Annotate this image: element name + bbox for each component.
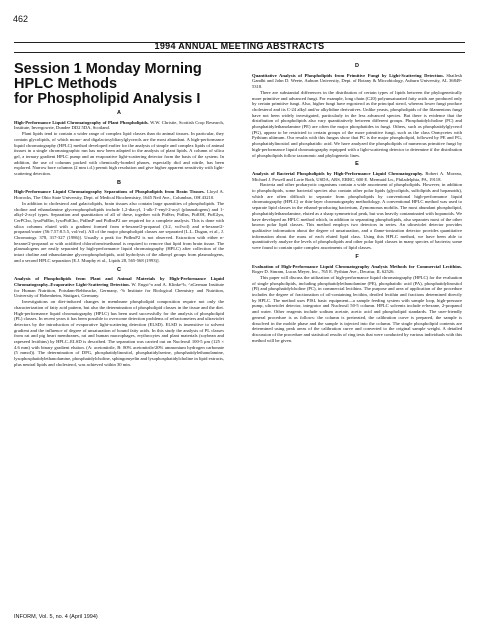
abstract-d — [252, 64, 462, 158]
abstract-title: High-Performance Liquid Chromatography of Plant Phospholipids. — [14, 119, 149, 125]
abstract-body: There are substantial differences in the distribution of certain types of lipids between the phylogenetically more primitive and advanced fungi. For example, long chain (C20) polyunsaturated fatty acids are produced only by certain primitive fungi. Also, higher fungi have ergosterol as the principal sterol, whereas lower fungi produce cholesterol and its C-24 alkyl and/or alkylidine derivatives. Unlike yeasts, phospholipids of the filamentous fungi have not been widely investigated, particularly in the less advanced species. But there is evidence that the distribution of phospholipids also vary quantitatively between different groups. Phosphatidylcholine (PC) and phosphatidylethanolamine (PE) are often the major phosphatides in fungi. Others, such as phosphatidylglycerol (PG), appear to be restricted to certain groups of the more primitive fungi, such as the class Oomycetes with Pythium ultimum. Our results with this fungus show that PC is the major phospholipid, followed by PE and PG, phosphatidylinositol and phosphatidic acid. We have analyzed the phospholipids of numerous primitive fungi by high-performance liquid chromatography equipped with a light-scattering detector to determine if the distribution of phospholipids follow taxonomic and phylogenetic lines. — [252, 89, 462, 158]
abstract-letter: A — [117, 110, 121, 116]
header-rule-bottom — [14, 52, 465, 53]
abstract-authors: Roger D. Sinram, Lucas Meyer, Inc., 765 E. Pythian Ave., Decatur, IL 62526. — [252, 269, 395, 275]
abstract-authors: Shailesh Gandhi and John D. Weete, Auburn University, Dept. of Botany & Microbiology, Auburn University, AL 36849-5318. — [252, 72, 462, 90]
meeting-header: 1994 ANNUAL MEETING ABSTRACTS — [154, 41, 325, 51]
journal-footer: INFORM, Vol. 5, no. 4 (April 1994) — [14, 614, 98, 620]
session-title-line-2: HPLC Methods — [14, 76, 118, 92]
abstract-letter: C — [117, 266, 121, 273]
abstract-authors: Lloyd A. Horrocks, The Ohio State University, Dept. of Medical Biochemistry, 1645 Neil Ave., Columbus, OH 43210. — [14, 189, 224, 201]
abstract-title: High-Performance Liquid Chromatography Separations of Phospholipids from Brain Tissues. — [14, 189, 205, 195]
session-title-line-3: for Phospholipid Analysis I — [14, 91, 201, 107]
abstract-title: Evaluation of High-Performance Liquid Chromatography Analysis Methods for Commercial Lecithins. — [252, 263, 462, 269]
left-column — [14, 60, 224, 368]
right-column — [252, 60, 462, 343]
abstract-e — [252, 162, 462, 251]
abstract-title: Quantitative Analysis of Phospholipids from Primitive Fungi by Light-Scattering Detection. — [252, 72, 444, 78]
session-title-line-1: Session 1 Monday Morning — [14, 61, 202, 77]
abstract-authors: W. Engst^a and A. Klinke^b, ^aGerman Institute for Human Nutrition, Potsdam-Rehbrucke, Germany, ^b Institute for Biological Chemistry and Nutrition, University of Hohenheim, Stuttgart, Germany. — [14, 281, 224, 299]
abstract-body: This paper will discuss the utilization of high-performance liquid chromatography (HPLC) for the evaluation of single phospholipids, including phosphatidylethanolamine (PE), phosphatidic acid (PA), phosphatidylinositol (PI) and phosphatidylcholine (PC), in commercial lecithins. The purpose and area of application of the procedure includes the degree of fractionation of oil-containing lecithin, deoiled lecithin and fractions determined directly by HPLC. The method uses PISL basic equipment—a sample feeding system with sample loop, high-pressure pump, ultraviolet detector, integrator and Nucleosil 50-5 column. HPLC solvents include n-hexane, 2-propanol and water. Other reagents include sodium acetate, acetic acid and phospholipid standards. The user-friendly general procedure is as follows: the column is pretreated, the calibration curve is prepared, the sample is dissolved in the mobile phase and the sample is injected into the column. The single phospholipid contents are determined using peak areas of the calibration curve and converted to the original sample weight. A detailed discussion of the procedure and statistical results of ring tests that were conducted by various individuals with this method will be given. — [252, 274, 462, 343]
abstract-letter: D — [355, 63, 359, 69]
abstract-letter: B — [117, 179, 121, 186]
abstract-authors: W.W. Christie, Scottish Crop Research, Institute, Invergowrie, Dundee DD2 5DA, Scotland. — [14, 119, 224, 131]
abstract-authors: Robert A. Moreau, Michael J. Powell and Lorie Roth, USDA, ARS, ERRC, 600 E. Mermaid Ln., Philadelphia, PA, 19118. — [252, 170, 462, 182]
page-number: 462 — [13, 14, 29, 24]
abstract-title: Analysis of Bacterial Phospholipids by High-Performance Liquid Chromatography. — [252, 170, 424, 176]
abstract-body: Bacteria and other prokaryotic organisms contain a wide assortment of phospholipids. However, in addition to phospholipids, some bacterial species also contain other polar lipids (glycolipids, sulfolipids and hopanoids), which are often difficult to separate from phospholipids by conventional high-performance liquid chromatography (HPLC) or thin-layer chromatography methodology. A conventional HPLC method was used to separate lipid classes in the ethanol-producing bacterium, Zymomonas mobilis. The most abundant phospholipid, phosphatidylethanolamine, eluted as a sharp symmetrical peak, but was heavily contaminated with hopanoids. We have developed an HPLC method which, in addition to separating phospholipids, also separates most of the other known polar lipid classes. This method employs two detectors in series. An ultraviolet detector provides qualitative information about the degree of unsaturation, and a flame-ionization detector provides quantitative information about the mass of each eluted lipid class. Using this HPLC method, we have been able to quantitatively analyze the levels of phospholipids and other polar lipid classes in many species of bacteria; some were found to contain quite complex assortments of lipid classes. — [252, 182, 462, 251]
abstract-a — [14, 111, 224, 177]
abstract-body: In addition to cholesterol and galactolipids, brain tissues also contain large quantities of phospholipids. The choline and ethanolamine glycerophospholipids include 1,2-diacyl, 1-alk-1'-enyl-2-acyl (plasmalogens) and 1-alkyl-2-acyl types. Separation and quantitation of all of these, together with PtdSer, PtdIns, PtdOH, PtdGlyn, CerPCho, lysoPtdEtn, lysoPtdCho, PtdInsP and PtdInsP2 are required for a complete analysis. This is done with silica columns eluted with a gradient formed from n-hexane/2-propanol (3:2, vol/vol) and n-hexane/2-propanol/water (56:7.57:8.5.5, vol/vol). All of the major phospholipid classes are separated [L.L. Dugan, et al., J. Chromatogr. 378, 317-327 (1986)]. Usually a peak for PtdInsP2 is not observed. Extraction with either n-hexane/2-propanol or with acidified chloroform/methanol is required to remove that lipid from brain tissue. The plasmalogens are easily separated by high-performance liquid chromatography (HPLC) after collection of the intact choline and ethanolamine glycerophospholipids, acid hydrolysis of the alkenyl groups from plasmalogens, and a second HPLC separation [E.J. Murphy et al., Lipids 28, 565-568 (1993)]. — [14, 200, 224, 263]
abstract-body: Investigations on diet-induced changes in membrane phospholipid composition require not only the characterization of fatty acid pattern, but also the determination of phospholipid classes in the tissue and the diet. High-performance liquid chromatography (HPLC) has been used successfully for the analysis of phospholipid (PL) classes. In recent years it has been possible to overcome detection problems of refractometers and ultraviolet detectors by the introduction of evaporative light-scattering detection (ELSD). ELSD is insensitive to solvent gradient and the influence of degree of unsaturation of bound fatty acids. In this study the analysis of PL classes from rat and pig heart membranes, rat and human macrophages, erythrocytes and plant materials (soybean and rapeseed lecithins) by HPLC–ELSD is described. The separation was carried out on Nucleosil 100-5 μm (125 × 4.6 mm) with binary gradient elution. (A: acetonitrile, B: 80% acetonitrile/20% ammonium hydrogen carbonate (5 mmol)). The determination of DPG, phosphatidylinositol, phosphatidylserine, phosphatidylethanolamine, lysophosphatidylethanolamine, phosphatidylcholine, sphingomyelin and lysophosphatidylcholine in lipid extracts, plus neutral lipids and cholesterol, was achieved within 30 min. — [14, 299, 225, 367]
abstract-title: Analysis of Phospholipids from Plant and Animal Materials by High-Performance Liquid Chromatography–Evaporative Light-Scattering Detection. — [14, 276, 224, 287]
abstract-b — [14, 181, 224, 264]
abstract-letter: E — [355, 161, 359, 168]
abstract-c — [14, 268, 224, 368]
abstract-f — [252, 255, 462, 344]
session-title — [14, 62, 224, 107]
abstract-body: Plant lipids tend to contain a wider range of complex lipid classes than do animal tissues. In particular, they contain glycolipids, of which mono- and digalactosyldiacylglycerols are the most abundant. A high-performance liquid chromatography (HPLC) method developed earlier for the analysis of simple and complex lipids of animal tissues in a single chromatographic run has now been adapted to the analysis of plant lipids. A column of silica gel, a ternary gradient HPLC pump and an evaporative light-scattering detector form the basis of the system. In addition, the use of columns packed with chemically-bonded phases, especially diol and nitrile, has been explored. Narrow bore columns (2 mm i.d.) permit high resolution and give higher apparent sensitivity with light-scattering detection. — [14, 131, 224, 177]
abstract-letter: F — [355, 253, 359, 260]
